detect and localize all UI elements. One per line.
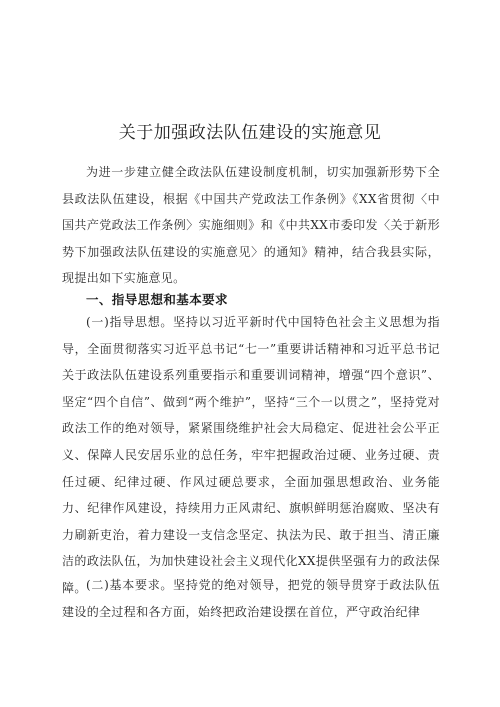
- document-title: 关于加强政法队伍建设的实施意见: [118, 123, 382, 143]
- basic-requirements-paragraph: (二)基本要求。坚持党的绝对领导，把党的领导贯穿于政法队伍建设的全过程和各方面，始终把政治建设摆在首位，严守政治纪律: [62, 578, 440, 619]
- section-heading-1: 一、指导思想和基本要求: [86, 292, 228, 307]
- guiding-ideology-paragraph: (一)指导思想。坚持以习近平新时代中国特色社会主义思想为指导，全面贯彻落实习近平总书记“七一”重要讲话精神和习近平总书记关于政法队伍建设系列重要指示和重要训词精神，增强“四个意识”、坚定“四个自信”、做到“两个维护”，坚持“三个一以贯之”，坚持党对政法工作的绝对领导，紧紧围绕维护社会大局稳定、促进社会公平正义、保障人民安居乐业的总任务，牢牢把握政治过硬、业务过硬、责任过硬、纪律过硬、作风过硬总要求，全面加强思想政治、业务能力、纪律作风建设，持续用力正风肃纪、旗帜鲜明惩治腐败、坚决有力刷新吏治，着力建设一支信念坚定、执法为民、敢于担当、清正廉洁的政法队伍，为加快建设社会主义现代化XX提供坚强有力的政法保障。: [62, 315, 440, 595]
- intro-paragraph: 为进一步建立健全政法队伍建设制度机制，切实加强新形势下全县政法队伍建设，根据《中国共产党政法工作条例》《XX省贯彻〈中国共产党政法工作条例〉实施细则》和《中共XX市委印发〈关于新形势下加强政法队伍建设的实施意见〉的通知》精神，结合我县实际，现提出如下实施意见。: [62, 165, 440, 286]
